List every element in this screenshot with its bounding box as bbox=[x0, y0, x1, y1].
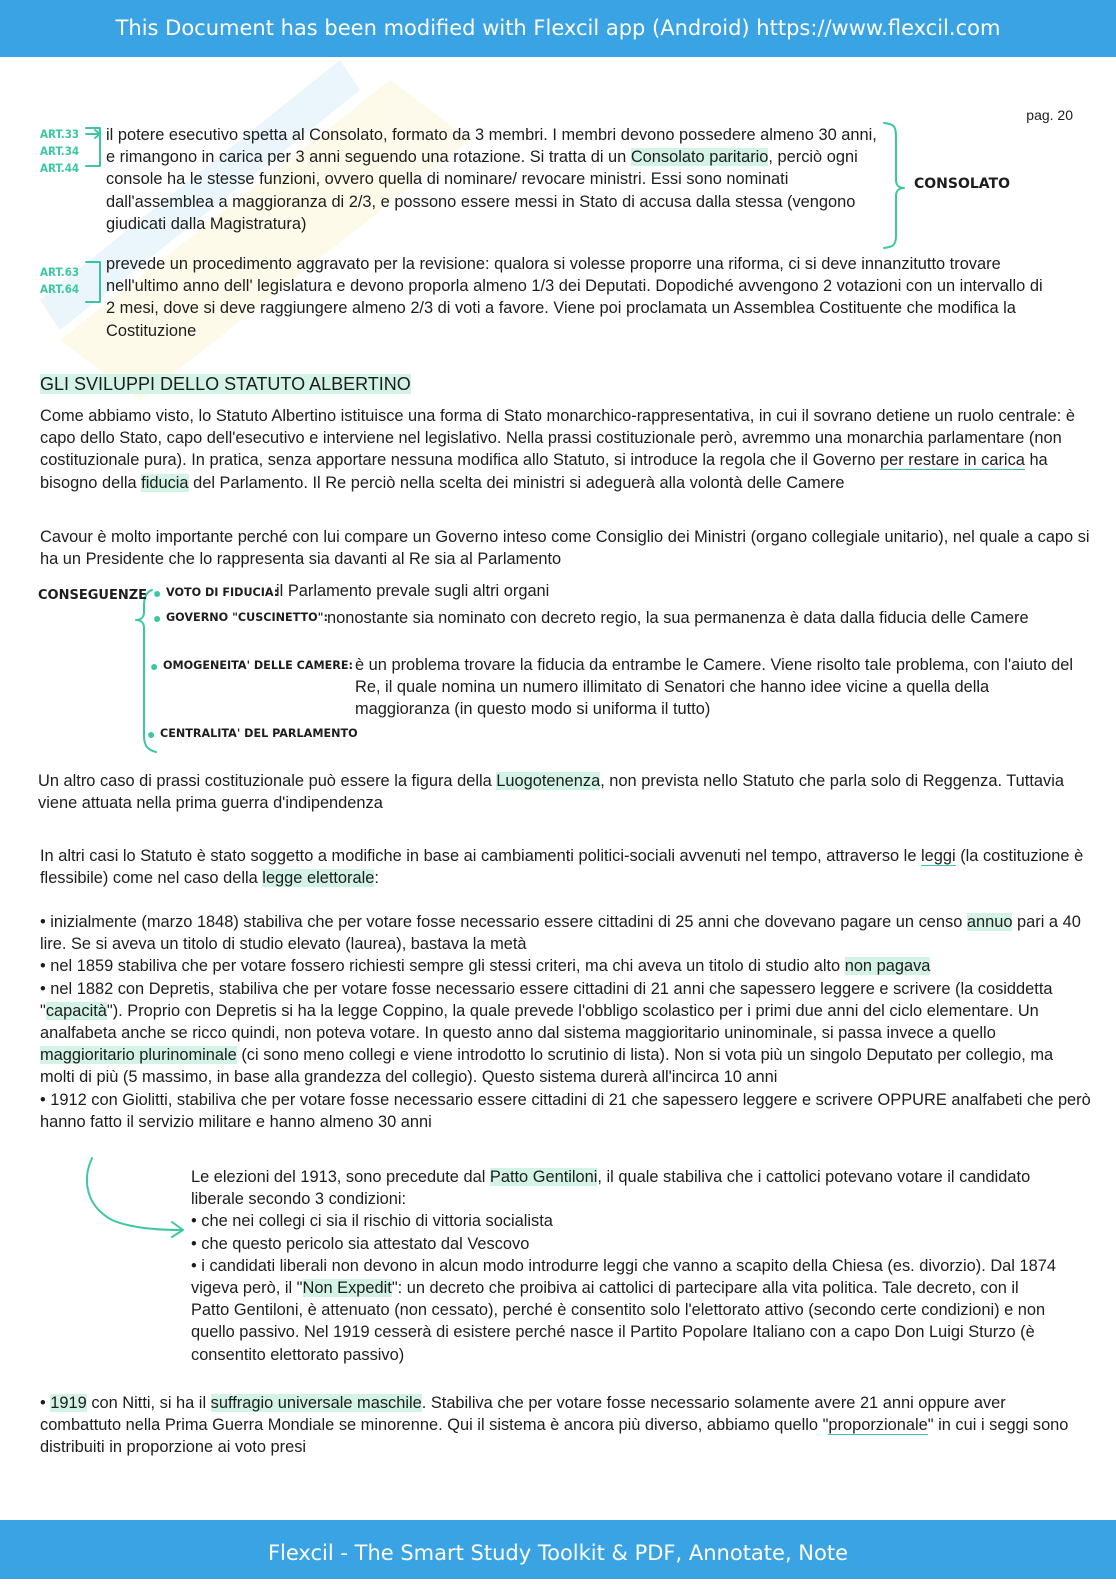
list-item: • i candidati liberali non devono in alcun modo introdurre leggi che vanno a scapito della Chiesa (es. divorzio). Dal 1874 vigeva però, il "Non Expedit": un decreto che proibiva ai cattolici di partecipare alla vita politica. Tale decreto, con il Patto Gentiloni, è attenuato (non cessato), perché è consentito solo l'elettorato attivo (secondo certe condizioni) e non quello passivo. Nel 1919 cesserà di esistere perché nasce il Partito Popolare Italiano con a capo Don Luigi Sturzo (è consentito elettorato passivo) bbox=[191, 1256, 1056, 1364]
paragraph-4: In altri casi lo Statuto è stato soggetto a modifiche in base ai cambiamenti politici-sociali avvenuti nel tempo, attraverso le leggi (la costituzione è flessibile) come nel caso della legge elettorale: bbox=[40, 847, 1084, 888]
bullet-dot: ● bbox=[153, 610, 162, 626]
section-heading: GLI SVILUPPI DELLO STATUTO ALBERTINO bbox=[40, 374, 411, 394]
conseguenza-text: il Parlamento prevale sugli altri organi bbox=[276, 582, 550, 600]
bullet-dot: ● bbox=[147, 726, 156, 742]
list-item: • nel 1882 con Depretis, stabiliva che per votare fosse necessario essere cittadini di 21 anni che sapessero leggere e scrivere (la cosiddetta "capacità"). Proprio con Depretis si ha la legge Coppino, la quale prevede l'obbligo scolastico per i primi due anni del ciclo elementare. Un analfabeta anche se ricco quindi, non poteva votare. In questo anno dal sistema maggioritario uninominale, si passa invece a quello maggioritario plurinominale (ci sono meno collegi e viene introdotto lo scrutinio di lista). Non si vota più un singolo Deputato per collegio, ma molti di più (5 massimo, in base alla grandezza del collegio). Questo sistema durerà all'incirca 10 anni bbox=[40, 979, 1054, 1087]
conseguenza-text: è un problema trovare la fiducia da entrambe le Camere. Viene risolto tale problema, con l'aiuto del Re, il quale nomina un numero illimitato di Senatori che hanno idee vicine a quella della maggioranza (in questo modo si uniforma il tutto) bbox=[355, 656, 1074, 719]
art-label: ART.33 bbox=[40, 127, 80, 141]
bullet-dot: ● bbox=[153, 585, 162, 601]
list-item: • che questo pericolo sia attestato dal Vescovo bbox=[191, 1234, 530, 1253]
gentiloni-block: Le elezioni del 1913, sono precedute dal Patto Gentiloni, il quale stabiliva che i cattolici potevano votare il candidato liberale secondo 3 condizioni: • che nei collegi ci sia il rischio di vittoria socialista • che questo pericolo sia attestato dal Vescovo • i candidati liberali non devono in alcun modo introdurre leggi che vanno a scapito della Chiesa (es. divorzio). Dal 1874 vigeva però, il "Non Expedit": un decreto che proibiva ai cattolici di partecipare alla vita politica. Tale decreto, con il Patto Gentiloni, è attenuato (non cessato), perché è consentito solo l'elettorato attivo (secondo certe condizioni) e non quello passivo. Nel 1919 cesserà di esistere perché nasce il Partito Popolare Italiano con a capo Don Luigi Sturzo (è consentito elettorato passivo) bbox=[191, 1166, 1061, 1366]
bottom-banner: Flexcil - The Smart Study Toolkit & PDF, Annotate, Note bbox=[0, 1520, 1116, 1579]
art-arrow-1 bbox=[86, 130, 100, 138]
art-labels-revisione bbox=[40, 264, 79, 298]
conseguenza-tag: GOVERNO "CUSCINETTO": bbox=[166, 611, 328, 624]
list-item: • nel 1859 stabiliva che per votare fossero richiesti sempre gli stessi criteri, ma chi aveva un titolo di studio alto non pagava bbox=[40, 957, 931, 976]
conseguenza-tag: CENTRALITA' DEL PARLAMENTO bbox=[160, 727, 358, 740]
art-label: ART.63 bbox=[40, 265, 80, 279]
conseguenze-label: CONSEGUENZE bbox=[38, 588, 148, 603]
top-banner: This Document has been modified with Flexcil app (Android) https://www.flexcil.com bbox=[0, 0, 1116, 57]
paragraph-1919: • 1919 con Nitti, si ha il suffragio universale maschile. Stabiliva che per votare fosse necessario solamente avere 21 anni oppure aver combattuto nella Prima Guerra Mondiale se minorenne. Qui il sistema è ancora più diverso, abbiamo quello "proporzionale" in cui i seggi sono distribuiti in proporzione ai voto presi bbox=[40, 1394, 1069, 1457]
art-label: ART.64 bbox=[40, 282, 80, 296]
list-item: • 1912 con Giolitti, stabiliva che per votare fosse necessario essere cittadini di 21 che sapessero leggere e scrivere OPPURE analfabeti che però hanno fatto il servizio militare e hanno almeno 30 anni bbox=[40, 1090, 1091, 1131]
conseguenza-text: nonostante sia nominato con decreto regio, la sua permanenza è data dalla fiducia delle Camere bbox=[327, 609, 1029, 627]
art-bracket-2 bbox=[86, 262, 100, 302]
list-item: • inizialmente (marzo 1848) stabiliva che per votare fosse necessario essere cittadini di 25 anni che dovevano pagare un censo annuo pari a 40 lire. Se si aveva un titolo di studio elevato (laurea), bastava la metà bbox=[40, 913, 1081, 954]
bullet-dot: ● bbox=[150, 658, 159, 674]
conseguenza-tag: VOTO DI FIDUCIA: bbox=[166, 586, 279, 599]
consolato-paragraph: il potere esecutivo spetta al Consolato, formato da 3 membri. I membri devono possedere almeno 30 anni, e rimangono in carica per 3 anni seguendo una rotazione. Si tratta di un Consolato paritario, perciò ogni console ha le stesse funzioni, ovvero quella di nominare/ revocare ministri. Essi sono nominati dall'assemblea a maggioranza di 2/3, e possono essere messi in Stato di accusa dalla stessa (vengono giudicati dalla Magistratura) bbox=[106, 126, 877, 233]
art-labels-consolato bbox=[40, 126, 79, 177]
conseguenza-tag: OMOGENEITA' DELLE CAMERE: bbox=[163, 659, 353, 672]
art-label: ART.44 bbox=[40, 161, 80, 175]
revisione-paragraph: prevede un procedimento aggravato per la revisione: qualora si volesse proporre una riforma, ci si deve innanzitutto trovare nell'ultimo anno dell' legislatura e devono proporla almeno 1/3 dei Deputati. Dopodiché avvengono 2 votazioni con un intervallo di 2 mesi, dove si deve raggiungere almeno 2/3 di voti a favore. Viene poi proclamata un Assemblea Costituente che modifica la Costituzione bbox=[106, 255, 1043, 340]
electoral-law-list bbox=[40, 911, 1092, 1133]
consolato-bracket bbox=[884, 123, 904, 248]
paragraph-2: Cavour è molto importante perché con lui compare un Governo inteso come Consiglio dei Ministri (organo collegiale unitario), nel quale a capo si ha un Presidente che lo rappresenta sia davanti al Re sia al Parlamento bbox=[40, 528, 1090, 569]
list-item: • che nei collegi ci sia il rischio di vittoria socialista bbox=[191, 1212, 553, 1231]
art-bracket-1 bbox=[86, 128, 100, 166]
paragraph-3: Un altro caso di prassi costituzionale può essere la figura della Luogotenenza, non prevista nello Statuto che parla solo di Reggenza. Tuttavia viene attuata nella prima guerra d'indipendenza bbox=[38, 772, 1064, 813]
paragraph-1: Come abbiamo visto, lo Statuto Albertino istituisce una forma di Stato monarchico-rappresentativa, in cui il sovrano detiene un ruolo centrale: è capo dello Stato, capo dell'esecutivo e interviene nel legislativo. Nella prassi costituzionale però, avremmo una monarchia parlamentare (non costituzionale pura). In pratica, senza apportare nessuna modifica allo Statuto, si introduce la regola che il Governo per restare in carica ha bisogno della fiducia del Parlamento. Il Re perciò nella scelta dei ministri si adeguerà alla volontà delle Camere bbox=[40, 407, 1075, 492]
art-label: ART.34 bbox=[40, 144, 80, 158]
page-number: pag. 20 bbox=[1026, 107, 1073, 123]
gentiloni-arrow bbox=[87, 1158, 182, 1230]
consolato-side-label: CONSOLATO bbox=[914, 176, 1010, 192]
